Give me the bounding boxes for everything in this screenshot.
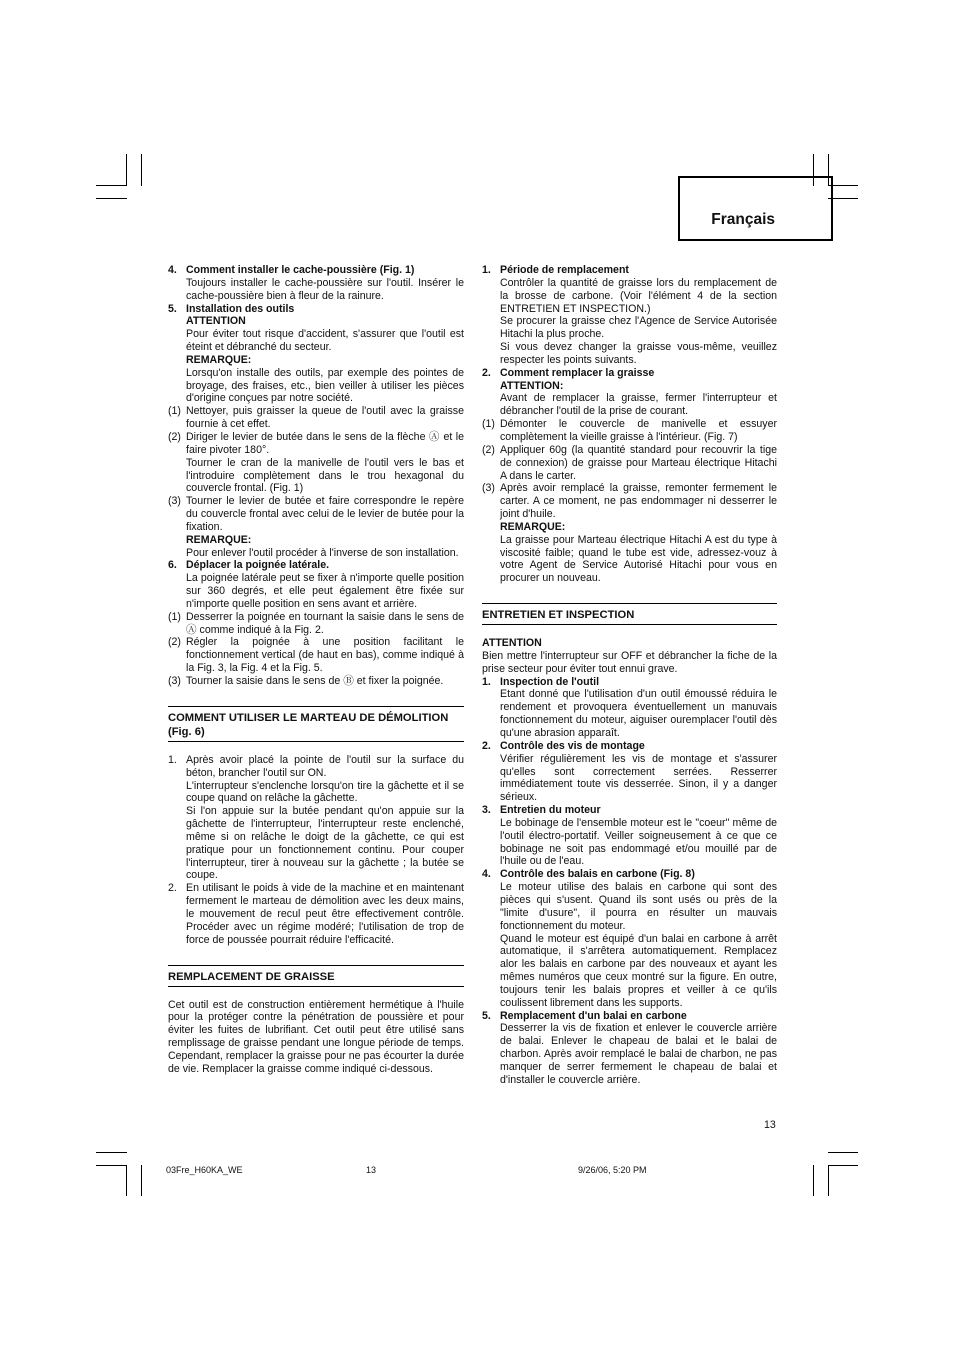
item-number: 1.: [482, 264, 491, 276]
step: [168, 495, 464, 559]
remarque-label: REMARQUE:: [186, 353, 252, 366]
section-grease-1: [482, 264, 777, 367]
step-number: (2): [168, 636, 181, 649]
item-number: 5.: [482, 1009, 491, 1022]
paragraph: Lorsqu'on installe des outils, par exemple des pointes de broyage, des fraises, etc., bien veiller à utiliser les pièces d'origine conçues par notre société.: [186, 366, 464, 405]
footer-page: 13: [366, 1165, 377, 1175]
paragraph: La poignée latérale peut se fixer à n'importe quelle position sur 360 degrés, et elle peut également être fixée sur n'importe quelle position en sens avant et arrière.: [186, 572, 464, 610]
section-title: Déplacer la poignée latérale.: [186, 559, 330, 572]
footer-date: 9/26/06, 5:20 PM: [578, 1165, 647, 1175]
paragraph: Vérifier régulièrement les vis de montage et s'assurer qu'elles sont correctement serrées. Resserrer immédiatement toute vis desserrée. Sinon, il y a danger sérieux.: [500, 752, 777, 804]
paragraph: Régler la poignée à une position facilitant le fonctionnement vertical (de haut en bas), comme indiqué à la Fig. 3, la Fig. 4 et la Fig. 5.: [186, 636, 464, 675]
paragraph: Etant donné que l'utilisation d'un outil émoussé réduira le rendement et provoquera éventuellement un manuvais fonctionnement du moteur, aiguiser ouremplacer l'outil dès qu'une abrasion apparaît.: [500, 688, 777, 739]
step: [482, 482, 777, 585]
paragraph: Bien mettre l'interrupteur sur OFF et débrancher la fiche de la prise secteur pour éviter tout ennui grave.: [482, 649, 777, 675]
item-number: 2.: [482, 739, 491, 752]
item-number: 1.: [168, 753, 177, 766]
paragraph: Après avoir remplacé la graisse, remonter fermement le carter. A ce moment, ne pas endommager ni desserrer le joint d'huile.: [500, 482, 777, 521]
attention-label: ATTENTION:: [500, 379, 564, 392]
paragraph: L'interrupteur s'enclenche lorsqu'on tire la gâchette et il se coupe quand on relâche la gâchette.: [186, 779, 464, 805]
step: [482, 418, 777, 444]
paragraph: Appliquer 60g (la quantité standard pour recouvrir la tige de connexion) de graisse pour Marteau électrique Hitachi A dans le carter.: [500, 443, 777, 482]
section-grease-2: [482, 367, 777, 418]
attention-label: ATTENTION: [186, 315, 246, 328]
section-title: Remplacement d'un balai en carbone: [500, 1009, 687, 1022]
maintenance-item-5: [482, 1010, 777, 1087]
paragraph: Toujours installer le cache-poussière sur l'outil. Insérer le cache-poussière bien à fleur de la rainure.: [186, 276, 464, 302]
crop-mark: [828, 1165, 858, 1166]
paragraph: Diriger le levier de butée dans le sens de la flèche Ⓐ et le faire pivoter 180°.: [186, 430, 464, 456]
crop-mark: [828, 1152, 858, 1153]
paragraph: Le bobinage de l'ensemble moteur est le "coeur" même de l'outil électro-portatif. Veiller soigneusement à ce que ce bobinage ne soit pas endommagé et/ou mouillé par de l'huile ou de l'eau.: [500, 816, 777, 868]
step: [168, 675, 464, 688]
paragraph: Avant de remplacer la graisse, fermer l'interrupteur et débrancher l'outil de la prise de courant.: [500, 392, 777, 418]
left-column: [168, 264, 464, 1076]
item-number: 1.: [482, 675, 491, 688]
right-column: [482, 264, 777, 1087]
paragraph: Tourner le cran de la manivelle de l'outil vers le bas et l'introduire complètement dans le trou hexagonal du couvercle frontal. (Fig. 1): [186, 456, 464, 495]
section-title: Contrôle des vis de montage: [500, 739, 645, 752]
section-heading-grease: REMPLACEMENT DE GRAISSE: [168, 965, 464, 987]
maintenance-item-1: [482, 676, 777, 740]
crop-mark: [96, 1152, 127, 1153]
step-number: (2): [482, 443, 495, 456]
paragraph: Si vous devez changer la graisse vous-même, veuillez respecter les points suivants.: [500, 341, 777, 366]
crop-mark: [96, 185, 127, 186]
step: [168, 431, 464, 495]
paragraph: Contrôler la quantité de graisse lors du remplacement de la brosse de carbone. (Voir l'élément 4 de la section ENTRETIEN ET INSPECTION.): [500, 276, 777, 315]
crop-mark: [141, 154, 142, 186]
crop-mark: [96, 198, 127, 199]
paragraph: Nettoyer, puis graisser la queue de l'outil avec la graisse fournie à cet effet.: [186, 405, 464, 431]
item-number: 4.: [482, 868, 491, 881]
item-number: 4.: [168, 264, 177, 276]
paragraph: Cet outil est de construction entièrement hermétique à l'huile pour la protéger contre la pénétration de poussière et pour éviter les fuites de lubrifiant. Cet outil peut être utilisé sans remplissage de graisse pendant une longue période de temps. Cependant, remplacer la graisse pour ne pas écourter la durée de vie. Remplacer la graisse comme indiqué ci-dessous.: [168, 998, 464, 1075]
remarque-label: REMARQUE:: [186, 533, 252, 546]
attention-label: ATTENTION: [482, 637, 542, 650]
list-item: [168, 754, 464, 882]
paragraph: Pour enlever l'outil procéder à l'inverse de son installation.: [186, 546, 459, 559]
maintenance-item-2: [482, 740, 777, 804]
page-number: 13: [764, 1119, 776, 1131]
section-title: Période de remplacement: [500, 264, 629, 276]
paragraph: Si l'on appuie sur la butée pendant qu'on appuie sur la gâchette de l'interrupteur, l'interrupteur reste enclenché, même si on relâche le doigt de la gâchette, ce qui est pratique pour un fonctionnement continu. Pour couper l'interrupteur, tirer à nouveau sur la gâchette ; la butée se coupe.: [186, 805, 464, 882]
crop-mark: [813, 1165, 814, 1196]
paragraph: En utilisant le poids à vide de la machine et en maintenant fermement le marteau de démolition avec les deux mains, le mouvement de recul peut être effectivement contrôle. Procéder avec un régime modéré; l'utilisation de trop de force de poussée pourrait réduire l'efficacité.: [186, 882, 464, 946]
crop-mark: [828, 1165, 829, 1196]
paragraph: La graisse pour Marteau électrique Hitachi A est du type à viscosité faible; quand le tube est vide, adressez-vouz à votre Agent de Service Autorisé Hitachi pour vous en procurer un nouveau.: [500, 533, 777, 585]
paragraph: Desserrer la poignée en tournant la saisie dans le sens de Ⓐ comme indiqué à la Fig. 2.: [186, 610, 464, 636]
section-title: Inspection de l'outil: [500, 675, 600, 688]
step-number: (3): [168, 495, 181, 508]
maintenance-item-4: [482, 868, 777, 1009]
crop-mark: [126, 1165, 127, 1196]
paragraph: Tourner la saisie dans le sens de Ⓑ et fixer la poignée.: [186, 675, 444, 687]
crop-mark: [96, 1165, 127, 1166]
step-number: (2): [168, 430, 181, 443]
step-number: (3): [168, 675, 181, 687]
item-number: 3.: [482, 804, 491, 817]
list-item: [168, 882, 464, 946]
step: [168, 611, 464, 637]
paragraph: Tourner le levier de butée et faire correspondre le repère du couvercle frontal avec celui de le levier de butée pour la fixation.: [186, 495, 464, 533]
item-number: 2.: [482, 366, 491, 379]
section-title: Contrôle des balais en carbone (Fig. 8): [500, 868, 695, 881]
section-5: [168, 303, 464, 406]
section-heading-demolition: COMMENT UTILISER LE MARTEAU DE DÉMOLITION (Fig. 6): [168, 706, 464, 742]
step-number: (3): [482, 482, 495, 495]
section-title: Comment remplacer la graisse: [500, 366, 655, 379]
paragraph: Démonter le couvercle de manivelle et essuyer complètement la vieille graisse à l'intérieur. (Fig. 7): [500, 418, 777, 443]
language-tab: [678, 176, 833, 241]
maintenance-item-3: [482, 804, 777, 868]
paragraph: Après avoir placé la pointe de l'outil sur la surface du béton, brancher l'outil sur ON.: [186, 753, 464, 779]
language-label: Français: [711, 211, 775, 228]
item-number: 5.: [168, 302, 177, 315]
remarque-label: REMARQUE:: [500, 520, 566, 533]
step: [482, 444, 777, 483]
crop-mark: [141, 1165, 142, 1196]
crop-mark: [126, 154, 127, 186]
section-4: [168, 264, 464, 303]
paragraph: Se procurer la graisse chez l'Agence de Service Autorisée Hitachi la plus proche.: [500, 315, 777, 341]
section-6: [168, 559, 464, 610]
section-title: Comment installer le cache-poussière (Fig. 1): [186, 264, 415, 276]
step: [168, 405, 464, 431]
item-number: 2.: [168, 882, 177, 895]
step: [168, 636, 464, 675]
paragraph: Pour éviter tout risque d'accident, s'assurer que l'outil est éteint et débranché du secteur.: [186, 328, 464, 354]
step-number: (1): [168, 610, 181, 623]
section-title: Entretien du moteur: [500, 804, 601, 817]
section-heading-maintenance: ENTRETIEN ET INSPECTION: [482, 603, 777, 625]
paragraph: Le moteur utilise des balais en carbone qui sont des pièces qui s'usent. Quand ils sont usés ou près de la "limite d'usure", il pourra en résulter un mauvais fonctionnement du moteur.: [500, 881, 777, 932]
step-number: (1): [482, 418, 495, 431]
step-number: (1): [168, 405, 181, 418]
paragraph: Desserrer la vis de fixation et enlever le couvercle arrière de balai. Enlever le chapeau de balai et le balai de charbon. Après avoir remplacé le balai de charbon, ne pas manquer de serrer fermement le chapeau de balai et d'installer le couvercle arrière.: [500, 1022, 777, 1086]
item-number: 6.: [168, 559, 177, 572]
paragraph: Quand le moteur est équipé d'un balai en carbone à arrêt automatique, il s'arrêtera automatiquement. Remplacez alor les balais en carbone par des nouveaux et ayant les mêmes numéros que ceux montré sur la figure. En outre, toujours tenir les balais propres et veiller à ce qu'ils coulissent librement dans les supports.: [500, 932, 777, 1009]
footer-file: 03Fre_H60KA_WE: [166, 1165, 243, 1175]
section-title: Installation des outils: [186, 302, 295, 315]
